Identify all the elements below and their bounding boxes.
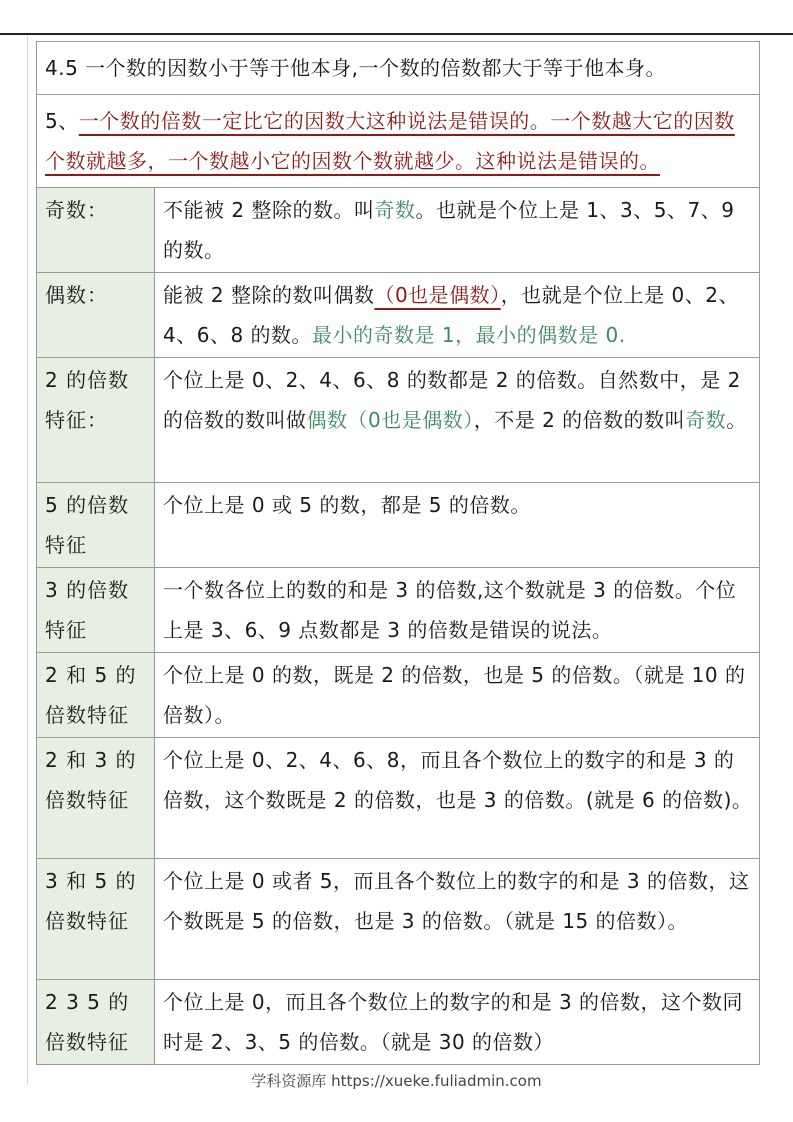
note-5-prefix: 5、	[45, 109, 79, 133]
row-text: 个位上是 0 的数，既是 2 的倍数，也是 5 的倍数。（就是 10 的倍数）。	[163, 663, 746, 727]
row-text: 个位上是 0 或者 5，而且各个数位上的数字的和是 3 的倍数，这个数既是 5 的倍数，也是 3 的倍数。（就是 15 的倍数）。	[163, 869, 750, 933]
row-label: 3 和 5 的倍数特征	[37, 859, 155, 979]
text-span: 。也就是个位上是 1、3、5、7、9的数。	[163, 198, 735, 262]
row-multiple-2	[37, 358, 759, 483]
highlight-span: 最小的奇数是 1，最小的偶数是 0.	[312, 323, 626, 347]
row-label: 偶数：	[37, 273, 155, 357]
row-text	[155, 188, 759, 272]
note-4-5-text: 4.5 一个数的因数小于等于他本身,一个数的倍数都大于等于他本身。	[45, 56, 667, 80]
text-span: 。	[726, 408, 747, 432]
note-5	[37, 95, 759, 188]
row-label: 2 和 5 的倍数特征	[37, 653, 155, 737]
notes-table	[36, 41, 760, 1065]
row-multiple-2-3	[37, 738, 759, 859]
text-span: 个位上是 0、2、4、6、8 的数都是 2 的倍数。自然数中，是 2 的倍数的数叫做	[163, 368, 741, 432]
row-text: 个位上是 0、2、4、6、8，而且各个数位上的数字的和是 3 的倍数，这个数既是 2 的倍数，也是 3 的倍数。(就是 6 的倍数)。	[163, 748, 753, 812]
row-text: 个位上是 0 或 5 的数，都是 5 的倍数。	[163, 493, 531, 517]
highlight-span: 奇数	[374, 198, 416, 222]
footer-watermark: 学科资源库 https://xueke.fuliadmin.com	[251, 1072, 542, 1090]
row-label: 2 的倍数特征：	[37, 358, 155, 482]
row-multiple-5	[37, 483, 759, 568]
row-label: 5 的倍数特征	[37, 483, 155, 567]
top-rule	[0, 33, 793, 35]
text-span: 不能被 2 整除的数。叫	[163, 198, 375, 222]
row-label: 2 和 3 的倍数特征	[37, 738, 155, 858]
highlight-span: 奇数	[685, 408, 727, 432]
row-multiple-2-5	[37, 653, 759, 738]
row-odd	[37, 188, 759, 273]
row-text: 个位上是 0，而且各个数位上的数字的和是 3 的倍数，这个数同时是 2、3、5 的倍数。（就是 30 的倍数）	[163, 990, 744, 1054]
row-multiple-2-3-5	[37, 980, 759, 1065]
note-5-text: 一个数的倍数一定比它的因数大这种说法是错误的。一个数越大它的因数个数就越多，一个数越小它的因数个数就越少。这种说法是错误的。	[45, 109, 735, 173]
row-multiple-3-5	[37, 859, 759, 980]
row-multiple-3	[37, 568, 759, 653]
text-span: ，也就是个位上是 0、2、4、6、8 的数。	[163, 283, 739, 347]
row-label: 3 的倍数特征	[37, 568, 155, 652]
note-4-5	[37, 42, 759, 95]
row-text	[155, 273, 759, 357]
row-even	[37, 273, 759, 358]
row-text	[155, 358, 759, 482]
left-margin-rule	[27, 35, 28, 1085]
text-span: 能被 2 整除的数叫偶数	[163, 283, 375, 307]
highlight-span: 偶数（0也是偶数）	[306, 408, 474, 432]
row-text: 一个数各位上的数的和是 3 的倍数,这个数就是 3 的倍数。个位上是 3、6、9 点数都是 3 的倍数是错误的说法。	[163, 578, 737, 642]
text-span: ，不是 2 的倍数的数叫	[473, 408, 686, 432]
underlined-span: （0也是偶数）	[374, 283, 501, 307]
row-label: 2 3 5 的倍数特征	[37, 980, 155, 1064]
row-label: 奇数：	[37, 188, 155, 272]
